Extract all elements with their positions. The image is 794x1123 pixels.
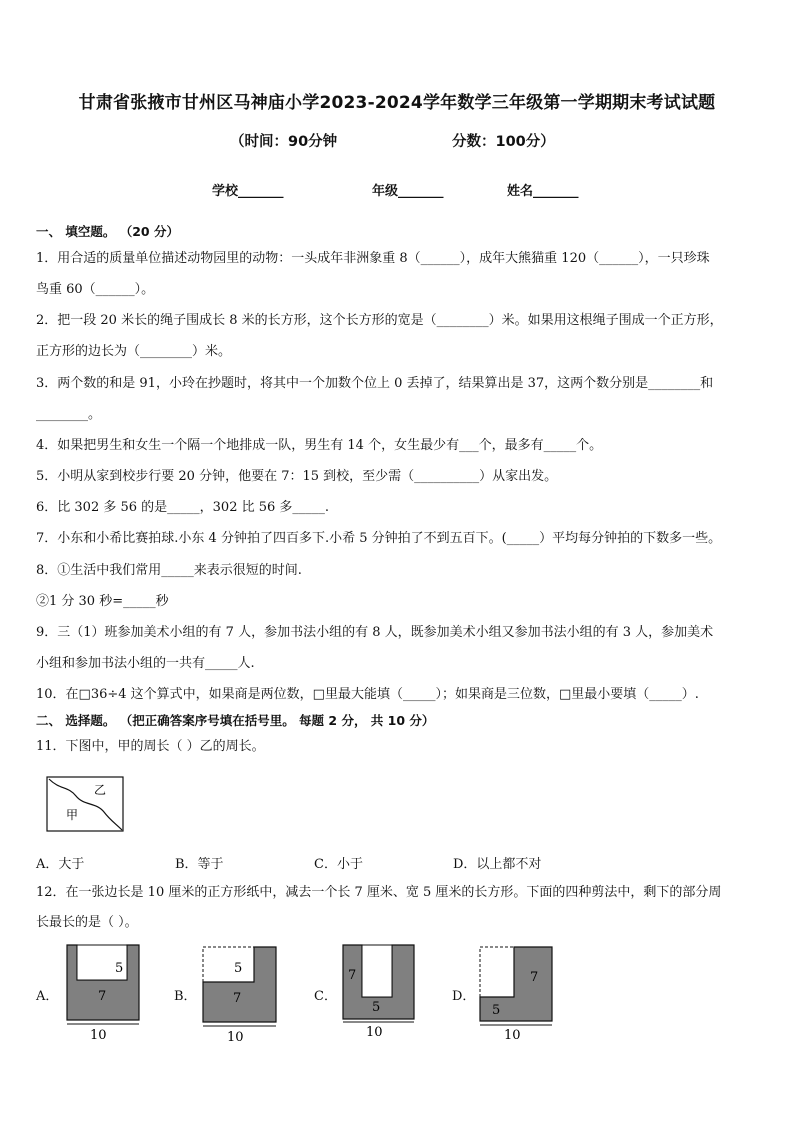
question-3-line-1: 3．两个数的和是 91，小玲在抄题时，将其中一个加数个位上 0 丢掉了，结果算出是 37，这两个数分别是________和 xyxy=(36,376,714,391)
question-5: 5．小明从家到校步行要 20 分钟，他要在 7：15 到校，至少需（__________）从家出发。 xyxy=(36,469,558,484)
q12-figure-b xyxy=(200,946,282,1044)
section-1-heading: 一、 填空题。 （20 分） xyxy=(36,224,179,239)
question-7: 7．小东和小希比赛拍球.小东 4 分钟拍了四百多下.小希 5 分钟拍了不到五百下。(_____）平均每分钟拍的下数多一些。 xyxy=(36,531,722,546)
q11-option-a[interactable]: A．大于 xyxy=(36,857,85,872)
question-4: 4．如果把男生和女生一个隔一个地排成一队，男生有 14 个，女生最少有___个，最多有_____个。 xyxy=(36,438,603,453)
q12-option-d-label[interactable]: D． xyxy=(452,989,476,1004)
question-3-line-2: ________。 xyxy=(36,407,102,422)
q12-option-c-label[interactable]: C． xyxy=(314,989,337,1004)
cut-length-label: 7 xyxy=(530,970,539,985)
question-11-figure xyxy=(46,776,126,834)
q11-option-c[interactable]: C．小于 xyxy=(314,857,363,872)
side-label: 10 xyxy=(366,1025,383,1039)
question-8-part-2: ②1 分 30 秒=_____秒 xyxy=(36,594,169,609)
exam-title: 甘肃省张掖市甘州区马神庙小学2023-2024学年数学三年级第一学期期末考试试题 xyxy=(78,93,716,113)
q12-option-a-label[interactable]: A． xyxy=(36,989,59,1004)
side-label: 10 xyxy=(504,1028,521,1041)
question-9-line-2: 小组和参加书法小组的一共有_____人. xyxy=(36,656,255,671)
cut-edge xyxy=(203,947,254,982)
remaining-shape xyxy=(480,947,552,1021)
school-field[interactable]: 学校_______ xyxy=(212,184,284,199)
q11-option-b[interactable]: B．等于 xyxy=(175,857,224,872)
label-yi: 乙 xyxy=(94,783,107,797)
time-limit: （时间：90分钟 xyxy=(230,134,338,150)
side-label: 10 xyxy=(90,1028,107,1042)
question-2-line-1: 2．把一段 20 米长的绳子围成长 8 米的长方形，这个长方形的宽是（________）米。如果用这根绳子围成一个正方形， xyxy=(36,313,723,328)
question-2-line-2: 正方形的边长为（________）米。 xyxy=(36,344,232,359)
question-9-line-1: 9．三（1）班参加美术小组的有 7 人，参加书法小组的有 8 人，既参加美术小组又参加书法小组的有 3 人，参加美术 xyxy=(36,625,714,640)
cut-width-label: 5 xyxy=(492,1003,501,1018)
name-field[interactable]: 姓名_______ xyxy=(507,184,579,199)
question-10: 10．在□36÷4 这个算式中，如果商是两位数，□里最大能填（_____）；如果商是三位数，□里最小要填（_____）. xyxy=(36,687,699,702)
question-11: 11．下图中，甲的周长（ ）乙的周长。 xyxy=(36,739,265,754)
question-6: 6．比 302 多 56 的是_____，302 比 56 多_____. xyxy=(36,500,330,515)
q12-figure-d xyxy=(478,945,558,1041)
question-12-line-1: 12．在一张边长是 10 厘米的正方形纸中，减去一个长 7 厘米、宽 5 厘米的长方形。下面的四种剪法中，剩下的部分周 xyxy=(36,885,722,900)
cut-width-label: 5 xyxy=(372,1000,381,1015)
q12-figure-a xyxy=(64,944,144,1042)
section-2-heading: 二、 选择题。 （把正确答案序号填在括号里。 每题 2 分， 共 10 分） xyxy=(36,713,435,728)
cut-width-label: 5 xyxy=(234,961,243,976)
grade-field[interactable]: 年级_______ xyxy=(372,184,444,199)
q12-option-b-label[interactable]: B． xyxy=(174,989,197,1004)
q11-option-d[interactable]: D．以上都不对 xyxy=(453,857,542,872)
cut-rectangle xyxy=(362,945,392,997)
cut-length-label: 7 xyxy=(98,989,107,1004)
cut-length-label: 7 xyxy=(233,991,242,1006)
total-score: 分数：100分） xyxy=(452,134,555,150)
side-label: 10 xyxy=(227,1030,244,1044)
remaining-shape xyxy=(203,947,276,1022)
question-1-line-1: 1．用合适的质量单位描述动物园里的动物：一头成年非洲象重 8（______），成年大熊猫重 120（______），一只珍珠 xyxy=(36,251,710,266)
cut-length-label: 7 xyxy=(348,968,357,983)
label-jia: 甲 xyxy=(66,808,79,822)
question-1-line-2: 鸟重 60（______）。 xyxy=(36,282,155,297)
question-12-line-2: 长最长的是（ ）。 xyxy=(36,915,138,930)
cut-width-label: 5 xyxy=(115,961,124,976)
q12-figure-c xyxy=(340,943,420,1039)
question-8-part-1: 8．①生活中我们常用_____来表示很短的时间. xyxy=(36,563,302,578)
cut-edge xyxy=(480,947,514,997)
